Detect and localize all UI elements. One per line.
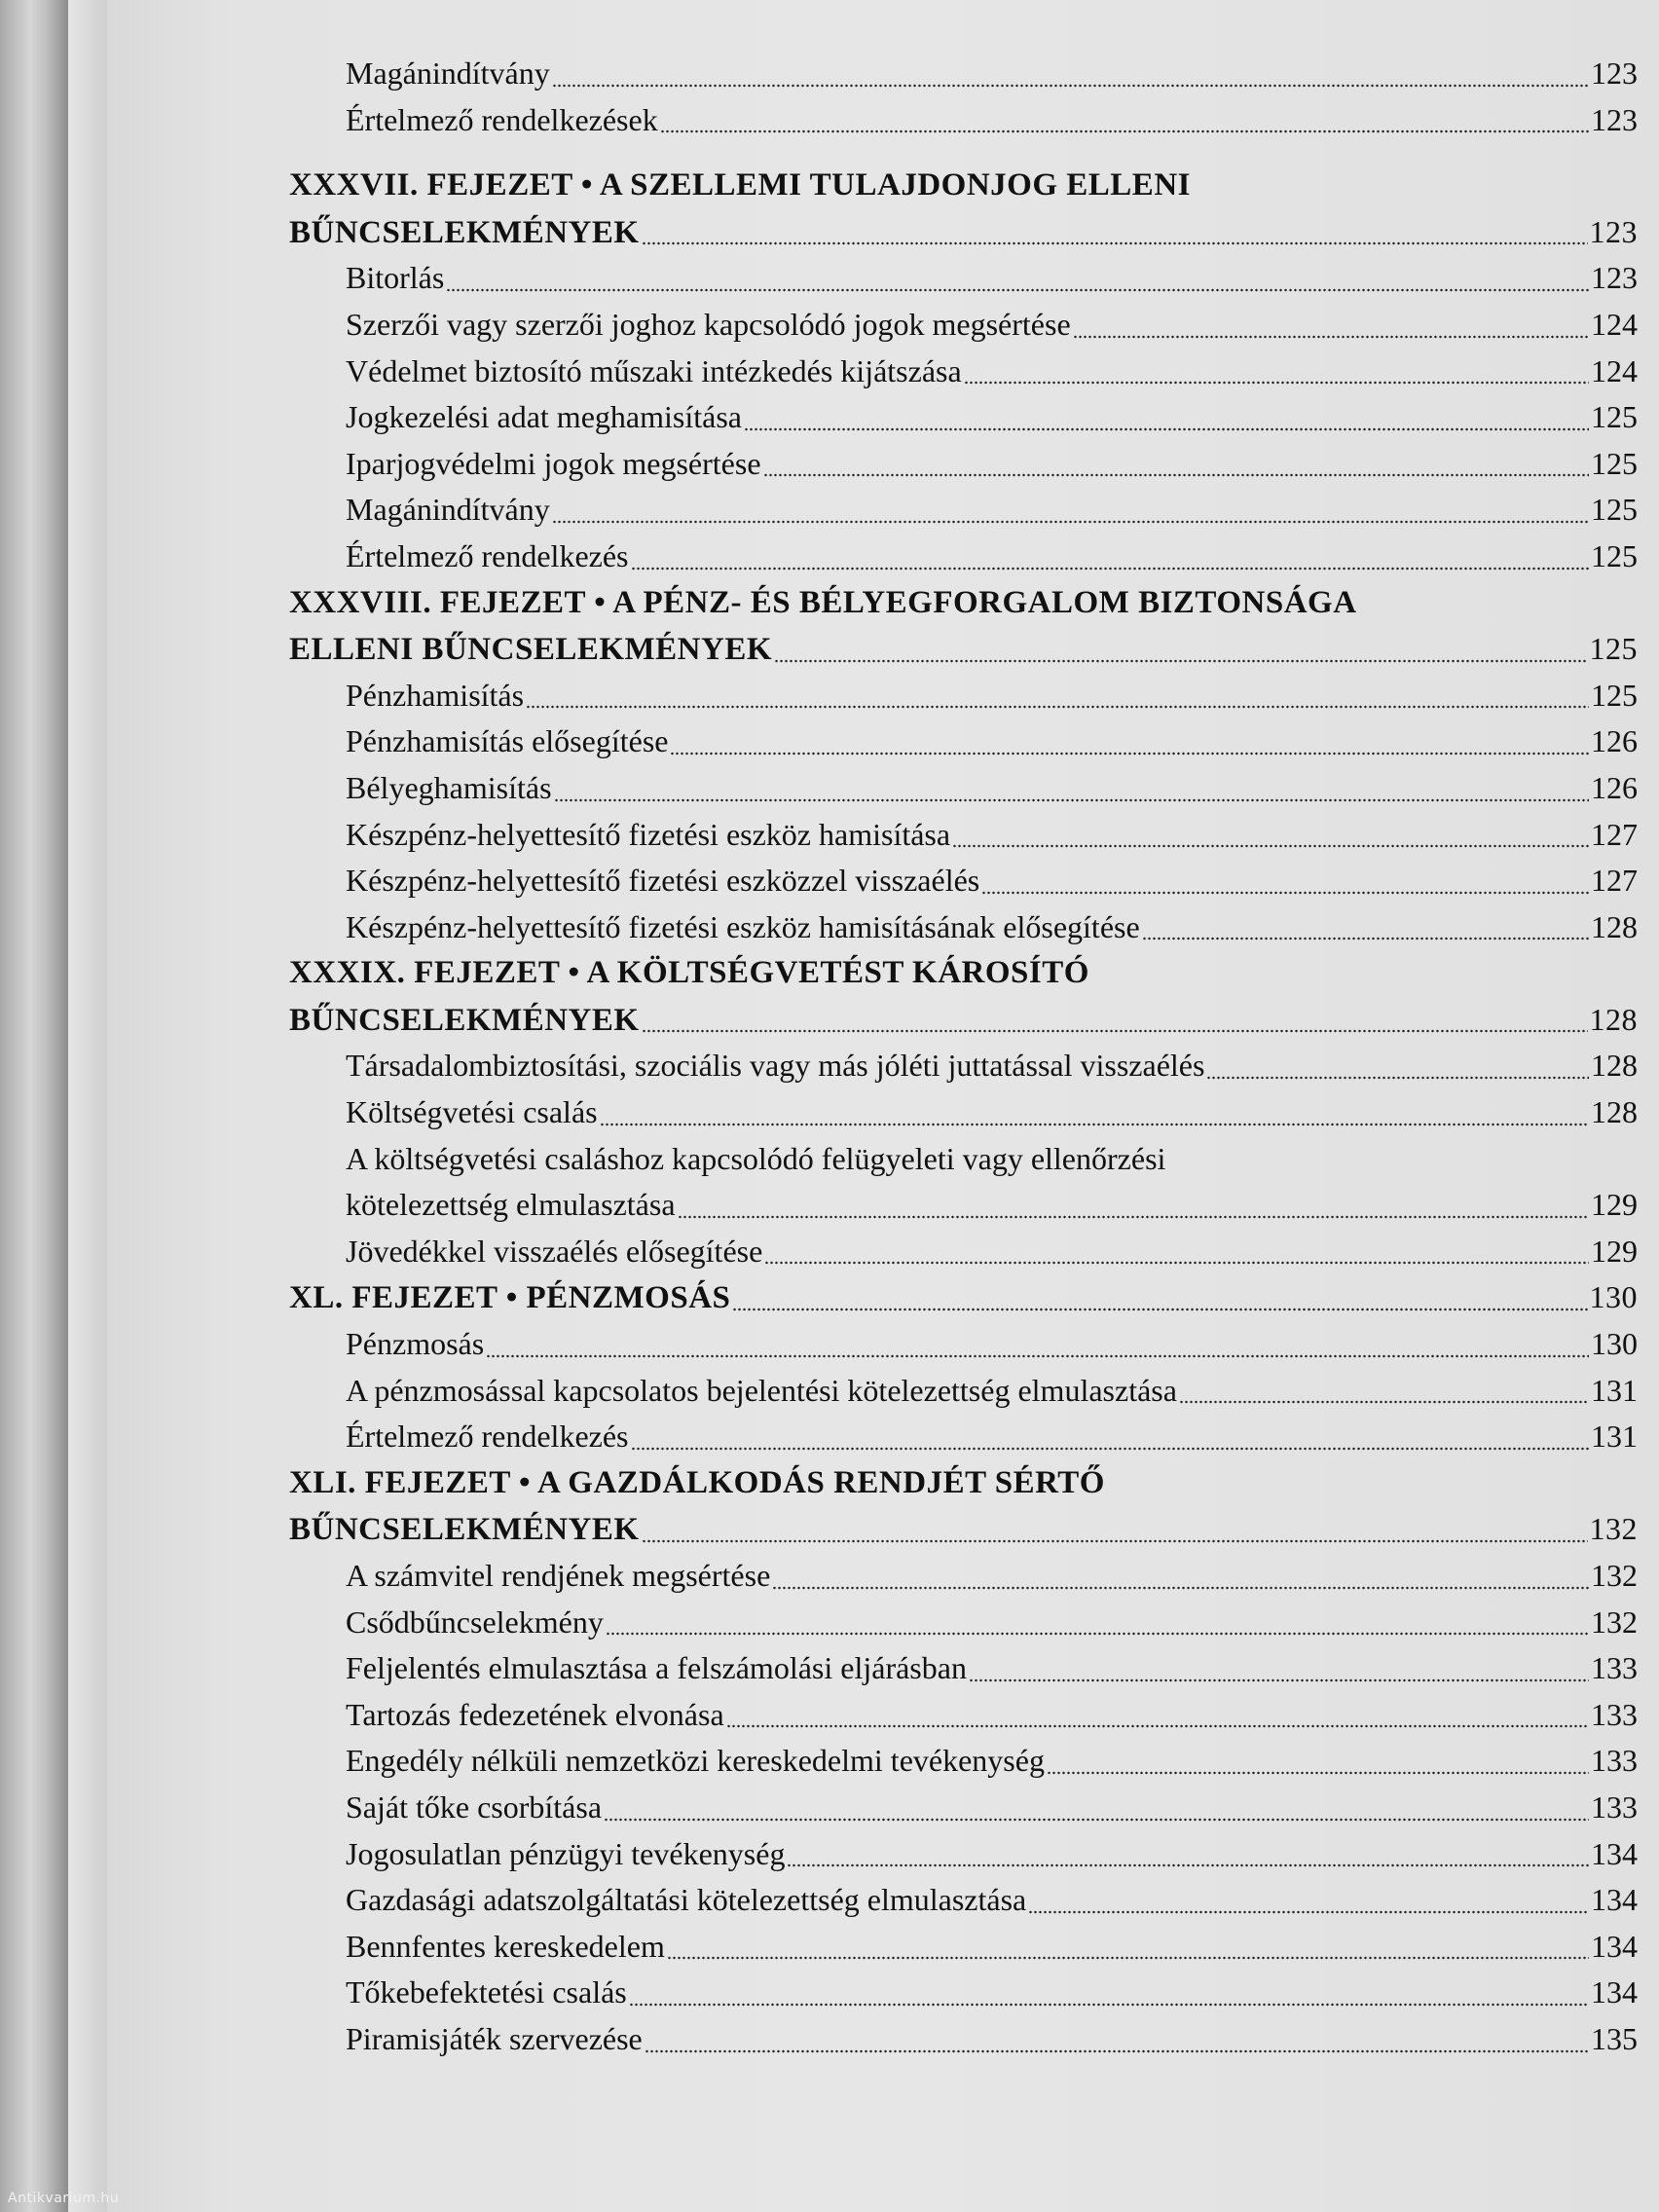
dot-leader: [552, 84, 1589, 88]
toc-entry-title: A számvitel rendjének megsértése: [346, 1558, 771, 1593]
page-number: 133: [1591, 1743, 1638, 1779]
chapter-title-line2: ELLENI BŰNCSELEKMÉNYEK: [289, 632, 773, 668]
dot-leader: [642, 1539, 1588, 1543]
toc-entry: [289, 534, 1638, 580]
toc-entry-title: Pénzmosás: [346, 1326, 485, 1362]
dot-leader: [774, 659, 1587, 663]
page-number: 123: [1591, 260, 1638, 296]
dot-leader: [600, 1123, 1589, 1126]
page-number: 127: [1591, 816, 1638, 852]
toc-entry-title-line2: kötelezettség elmulasztása: [346, 1187, 676, 1223]
toc-entry: [289, 1738, 1638, 1785]
toc-entry: [289, 1089, 1638, 1136]
toc-entry-title: Készpénz-helyettesítő fizetési eszközzel visszaélés: [346, 863, 980, 899]
toc-entry-title: Gazdasági adatszolgáltatási kötelezettség elmulasztása: [346, 1882, 1027, 1918]
toc-entry-title: Értelmező rendelkezések: [346, 101, 658, 137]
dot-leader: [446, 288, 1589, 292]
toc-entry-title: Jogosulatlan pénzügyi tevékenység: [346, 1835, 786, 1871]
toc-entry: [289, 1553, 1638, 1600]
toc-entry-title: Készpénz-helyettesítő fizetési eszköz hamisítása: [346, 816, 951, 852]
page-number: 130: [1591, 1326, 1638, 1362]
page-number: 124: [1591, 352, 1638, 388]
chapter-title: XL. FEJEZET • PÉNZMOSÁS: [289, 1280, 731, 1316]
toc-entry: [289, 441, 1638, 488]
dot-leader: [1028, 1910, 1589, 1914]
toc-entry-title-line1: A költségvetési csaláshoz kapcsolódó felügyeleti vagy ellenőrzési: [346, 1140, 1166, 1176]
toc-entry-title: A pénzmosással kapcsolatos bejelentési kötelezettség elmulasztása: [346, 1372, 1177, 1408]
page-number: 125: [1591, 399, 1638, 435]
page-number: 132: [1591, 1604, 1638, 1640]
chapter-heading-line2: [289, 1506, 1638, 1553]
toc-entry: [289, 904, 1638, 951]
dot-leader: [1142, 937, 1589, 940]
chapter-heading-line2: [289, 209, 1638, 256]
page-number: 130: [1589, 1279, 1638, 1315]
chapter-heading: [289, 1274, 1638, 1321]
page-number: 128: [1589, 1001, 1638, 1037]
toc-entry: [289, 1785, 1638, 1831]
toc-entry: [289, 394, 1638, 441]
page-number: 131: [1591, 1372, 1638, 1408]
dot-leader: [642, 241, 1588, 245]
section-gap: [289, 143, 1638, 163]
page-number: 128: [1591, 1048, 1638, 1084]
toc-entry: [289, 719, 1638, 765]
page-number: 134: [1591, 1974, 1638, 2010]
dot-leader: [732, 1308, 1587, 1311]
dot-leader: [554, 798, 1589, 802]
dot-leader: [606, 1632, 1589, 1636]
page-number: 127: [1591, 863, 1638, 899]
toc-entry-title: Bitorlás: [346, 260, 445, 296]
toc-entry: [289, 1645, 1638, 1692]
dot-leader: [969, 1678, 1589, 1682]
toc-entry-title: Bélyeghamisítás: [346, 769, 552, 805]
page-number: 126: [1591, 723, 1638, 759]
dot-leader: [486, 1354, 1589, 1358]
page-number: 129: [1591, 1233, 1638, 1269]
toc-entry: [289, 51, 1638, 97]
page-number: 134: [1591, 1882, 1638, 1918]
page-number: 128: [1591, 908, 1638, 944]
toc-entry-title: Készpénz-helyettesítő fizetési eszköz hamisításának elősegítése: [346, 908, 1140, 944]
page-number: 125: [1591, 537, 1638, 573]
dot-leader: [772, 1586, 1589, 1590]
toc-entry: [289, 1368, 1638, 1415]
chapter-heading: [289, 1460, 1638, 1507]
dot-leader: [660, 129, 1589, 133]
page-number: 125: [1591, 445, 1638, 481]
toc-entry-title: Piramisjáték szervezése: [346, 2020, 643, 2056]
dot-leader: [981, 891, 1589, 895]
dot-leader: [604, 1818, 1589, 1822]
chapter-title-line1: XXXVIII. FEJEZET • A PÉNZ- ÉS BÉLYEGFORGALOM BIZTONSÁGA: [289, 584, 1357, 620]
dot-leader: [552, 520, 1589, 524]
chapter-title-line2: BŰNCSELEKMÉNYEK: [289, 1002, 640, 1038]
page-number: 135: [1591, 2020, 1638, 2056]
page-number: 123: [1591, 55, 1638, 91]
page-number: 128: [1591, 1094, 1638, 1130]
dot-leader: [952, 844, 1589, 848]
toc-entry-title: Tőkebefektetési csalás: [346, 1974, 627, 2010]
toc-entry-title: Magánindítvány: [346, 55, 550, 91]
dot-leader: [1073, 335, 1589, 339]
toc-entry-title: Jövedékkel visszaélés elősegítése: [346, 1233, 763, 1269]
dot-leader: [744, 427, 1589, 431]
dot-leader: [787, 1863, 1589, 1867]
toc-entry: [289, 1877, 1638, 1924]
toc-entry-title: Védelmet biztosító műszaki intézkedés kijátszása: [346, 352, 962, 388]
page-stack-edge: [68, 0, 108, 2212]
toc-entry-title: Magánindítvány: [346, 492, 550, 528]
book-spine-edge: [0, 0, 68, 2212]
page-number: 125: [1591, 677, 1638, 713]
page-number: 123: [1591, 101, 1638, 137]
toc-entry: [289, 2016, 1638, 2063]
dot-leader: [678, 1215, 1589, 1219]
chapter-title-line2: BŰNCSELEKMÉNYEK: [289, 1512, 640, 1548]
toc-entry-title: Pénzhamisítás elősegítése: [346, 723, 669, 759]
toc-entry: [289, 1600, 1638, 1646]
toc-entry-title: Engedély nélküli nemzetközi kereskedelmi tevékenység: [346, 1743, 1045, 1779]
toc-entry: [289, 1321, 1638, 1368]
toc-entry-title: Társadalombiztosítási, szociális vagy más jóléti juttatással visszaélés: [346, 1048, 1205, 1084]
chapter-title-line1: XXXIX. FEJEZET • A KÖLTSÉGVETÉST KÁROSÍTÓ: [289, 955, 1089, 991]
chapter-heading: [289, 163, 1638, 209]
toc-entry: [289, 673, 1638, 719]
chapter-title-line1: XLI. FEJEZET • A GAZDÁLKODÁS RENDJÉT SÉRTŐ: [289, 1464, 1105, 1500]
chapter-heading-line2: [289, 997, 1638, 1044]
page-number: 125: [1591, 492, 1638, 528]
page-number: 129: [1591, 1187, 1638, 1223]
toc-entry: [289, 812, 1638, 859]
dot-leader: [964, 381, 1589, 385]
toc-entry-title: Értelmező rendelkezés: [346, 537, 629, 573]
toc-entry-title: Költségvetési csalás: [346, 1094, 598, 1130]
page-number: 124: [1591, 306, 1638, 342]
page-number: 134: [1591, 1928, 1638, 1964]
page-number: 132: [1589, 1511, 1638, 1547]
toc-entry-continuation: [289, 1182, 1638, 1229]
page-number: 125: [1589, 631, 1638, 667]
toc-entry-title: Feljelentés elmulasztása a felszámolási eljárásban: [346, 1650, 967, 1686]
page-number: 133: [1591, 1650, 1638, 1686]
page-number: 131: [1591, 1419, 1638, 1455]
toc-entry: [289, 1924, 1638, 1971]
toc-entry-title: Pénzhamisítás: [346, 677, 525, 713]
toc-entry-title: Jogkezelési adat meghamisítása: [346, 399, 742, 435]
chapter-heading-line2: [289, 626, 1638, 673]
toc-entry: [289, 1229, 1638, 1275]
dot-leader: [764, 1261, 1589, 1265]
toc-entry: [289, 1043, 1638, 1089]
page-number: 132: [1591, 1558, 1638, 1593]
watermark: Antikvarium.hu: [8, 2191, 120, 2206]
toc-entry: [289, 255, 1638, 302]
dot-leader: [631, 1447, 1590, 1451]
toc-entry: [289, 1136, 1638, 1183]
toc-entry: [289, 858, 1638, 904]
chapter-heading: [289, 580, 1638, 627]
toc-entry-title: Csődbűncselekmény: [346, 1604, 604, 1640]
toc-entry-title: Saját tőke csorbítása: [346, 1788, 603, 1825]
dot-leader: [629, 2003, 1589, 2007]
toc-entry: [289, 1831, 1638, 1878]
toc-entry-title: Értelmező rendelkezés: [346, 1419, 629, 1455]
page-number: 133: [1591, 1696, 1638, 1732]
dot-leader: [1206, 1076, 1589, 1080]
table-of-contents: [289, 51, 1638, 2063]
dot-leader: [631, 567, 1590, 571]
page-number: 126: [1591, 769, 1638, 805]
toc-entry: [289, 1414, 1638, 1460]
page-number: 123: [1589, 213, 1638, 249]
toc-entry: [289, 1692, 1638, 1739]
dot-leader: [1047, 1771, 1589, 1775]
dot-leader: [726, 1724, 1589, 1728]
page-number: 134: [1591, 1835, 1638, 1871]
toc-entry: [289, 1970, 1638, 2016]
toc-entry-title: Iparjogvédelmi jogok megsértése: [346, 445, 761, 481]
toc-entry: [289, 302, 1638, 349]
dot-leader: [642, 1029, 1588, 1033]
toc-entry: [289, 765, 1638, 812]
dot-leader: [763, 473, 1589, 477]
toc-entry-title: Bennfentes kereskedelem: [346, 1928, 665, 1964]
dot-leader: [670, 752, 1589, 756]
toc-entry: [289, 349, 1638, 395]
page-number: 133: [1591, 1788, 1638, 1825]
toc-entry-title: Tartozás fedezetének elvonása: [346, 1696, 724, 1732]
toc-entry: [289, 487, 1638, 534]
dot-leader: [526, 705, 1589, 709]
toc-entry-title: Szerzői vagy szerzői joghoz kapcsolódó jogok megsértése: [346, 306, 1071, 342]
chapter-heading: [289, 950, 1638, 997]
dot-leader: [1179, 1400, 1589, 1404]
dot-leader: [667, 1956, 1589, 1960]
toc-entry: [289, 97, 1638, 144]
chapter-title-line1: XXXVII. FEJEZET • A SZELLEMI TULAJDONJOG ELLENI: [289, 167, 1191, 203]
chapter-title-line2: BŰNCSELEKMÉNYEK: [289, 214, 640, 250]
dot-leader: [645, 2049, 1589, 2053]
